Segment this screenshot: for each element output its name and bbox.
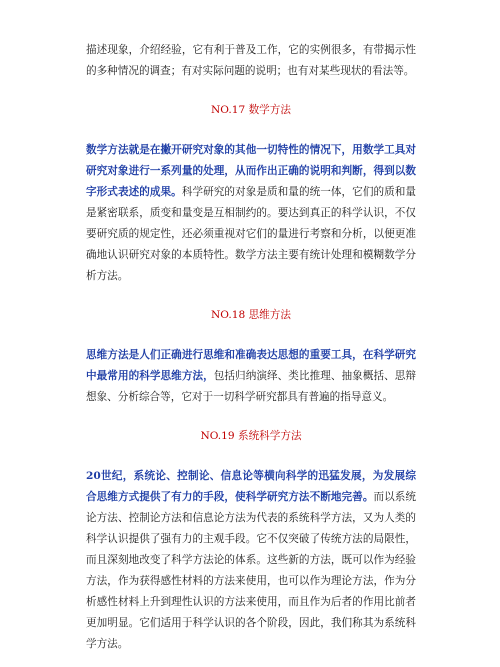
body-text-systems: 而以系统论方法、控制论方法和信息论方法为代表的系统科学方法，又为人类的科学认识提供了强有力的主观手段。它不仅突破了传统方法的局限性，而且深刻地改变了科学方法论的体系。这些新的方法，既可以作为经验方法，作为获得感性材料的方法来使用，也可以作为理论方法，作为分析感性材料上升到理性认识的方法来使用，而且作为后者的作用比前者更加明显。它们适用于科学认识的各个阶段，因此，我们称其为系统科学方法。 bbox=[86, 491, 417, 650]
section-heading-systems: NO.19 系统科学方法 bbox=[200, 430, 302, 442]
document-page bbox=[86, 40, 416, 655]
intro-paragraph: 描述现象，介绍经验，它有利于普及工作，它的实例很多，有带揭示性的多种情况的调查；有对实际问题的说明；也有对某些现状的看法等。 bbox=[86, 44, 416, 77]
section-heading-thinking: NO.18 思维方法 bbox=[211, 309, 291, 321]
lead-text-math: 数学方法就是在撇开研究对象的其他一切特性的情况下，用数学工具对研究对象进行一系列量的处理，从而作出正确的说明和判断，得到以数字形式表述的成果。 bbox=[86, 144, 416, 198]
section-paragraph-thinking bbox=[86, 345, 416, 408]
lead-text-systems: 20世纪，系统论、控制论、信息论等横向科学的迅猛发展，为发展综合思维方式提供了有力的手段，使科学研究方法不断地完善。 bbox=[86, 470, 416, 503]
section-paragraph-math bbox=[86, 140, 416, 287]
lead-text-thinking: 思维方法是人们正确进行思维和准确表达思想的重要工具，在科学研究中最常用的科学思维方法， bbox=[86, 349, 416, 382]
body-text-thinking: 包括归纳演绎、类比推理、抽象概括、思辩想象、分析综合等，它对于一切科学研究都具有普遍的指导意义。 bbox=[86, 370, 417, 403]
body-text-math: 科学研究的对象是质和量的统一体，它们的质和量是紧密联系，质变和量变是互相制约的。要达到真正的科学认识，不仅要研究质的规定性，还必须重视对它们的量进行考察和分析，以便更准确地认识研究对象的本质特性。数学方法主要有统计处理和模糊数学分析方法。 bbox=[86, 186, 417, 282]
section-paragraph-systems bbox=[86, 466, 416, 655]
section-heading-math: NO.17 数学方法 bbox=[211, 104, 291, 116]
